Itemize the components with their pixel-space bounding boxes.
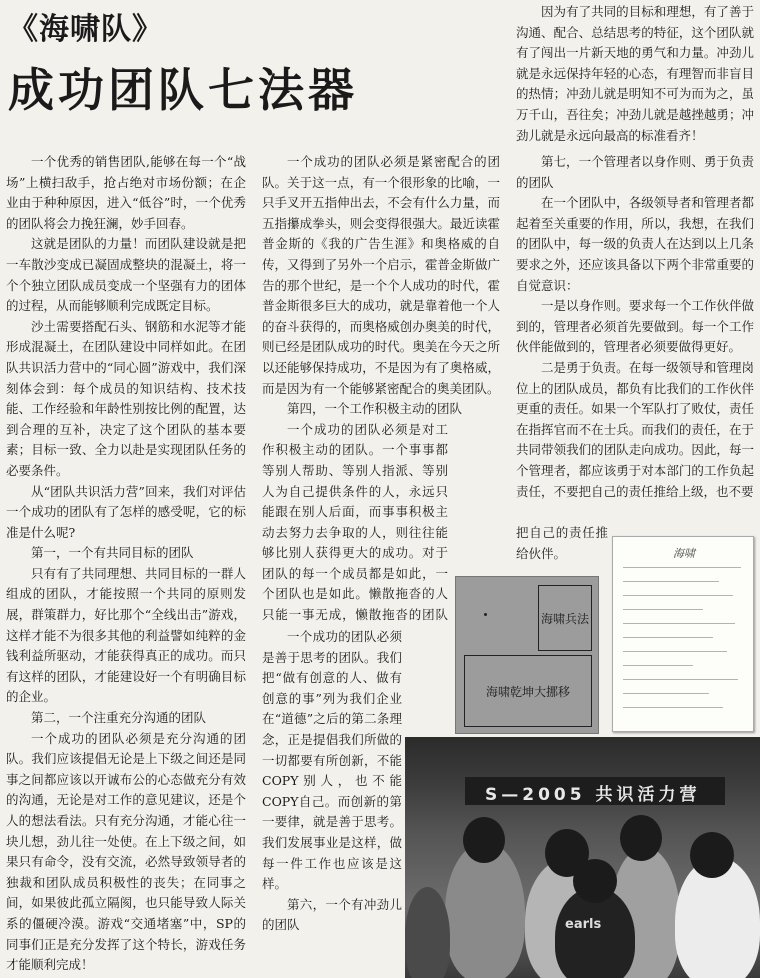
headline: 成功团队七法器 bbox=[8, 63, 358, 117]
note-line bbox=[623, 623, 735, 624]
diagram-box-small: 海啸兵法 bbox=[538, 585, 592, 651]
note-line bbox=[623, 665, 693, 666]
section-heading: 第二，一个注重充分沟通的团队 bbox=[31, 710, 207, 726]
person-figure bbox=[405, 887, 450, 978]
column-3-top bbox=[516, 2, 754, 152]
paragraph: 一个优秀的销售团队,能够在每一个“战场”上横扫敌手，抢占绝对市场份额；在企业由于种种原因，进入“低谷”时，一个优秀的团队将会力挽狂澜，妙手回春。 bbox=[6, 154, 246, 231]
handwritten-note bbox=[612, 536, 754, 732]
paragraph: 沙土需要搭配石头、钢筋和水泥等才能形成混凝土，在团队建设中同样如此。在团队共识活力营中的“同心圆”游戏中，我们深刻体会到：每个成员的知识结构、技术技能、工作经验和年龄性别按比例的配置，达到合理的互补，决定了这个团队的基本要素；目标一致、全力以赴是实现团队任务的必要条件。 bbox=[6, 318, 246, 478]
column-2 bbox=[262, 152, 500, 627]
section-heading: 第六，一个有冲劲儿的团队 bbox=[262, 896, 402, 933]
photo-banner-text: S—2005 共识活力营 bbox=[485, 785, 701, 805]
section-heading: 第一，一个有共同目标的团队 bbox=[31, 545, 194, 561]
note-line bbox=[623, 609, 703, 610]
paragraph: 一是以身作则。要求每一个工作伙伴做到的，管理者必须首先要做到。每一个工作伙伴能做到的，管理者必须要做得更好。 bbox=[516, 298, 754, 355]
paragraph: 一个成功的团队必须是善于思考的团队。我们把“做有创意的人、做有创意的事”列为我们企业在“道德”之后的第二条理念，正是提倡我们所做的一切都要有所创新，不能COPY别人，也不能COPY自己。而创新的第一要律，就是善于思考。我们发展事业是这样，做每一件工作也应该是这样。 bbox=[262, 629, 402, 892]
paragraph: 一个成功的团队必须是紧密配合的团队。关于这一点，有一个很形象的比喻，一只手叉开五指伸出去，不会有什么力量，而五指攥成拳头，则会变得很强大。最近读霍普金斯的《我的广告生涯》和奥格威的自传，又得到了另外一个启示，霍普金斯做广告的那个世纪，是一个个人成功的时代，霍普金斯很多巨大的成功，就是靠着他一个人的奋斗获得的，而奥格威创办奥美的时代，则已经是团队成功的时代。奥美在今天之所以还能够保持成功，不是因为有了奥格威，而是因为有一个能够紧密配合的奥美团队。 bbox=[262, 154, 500, 396]
paragraph: 二是勇于负责。在每一级领导和管理岗位上的团队成员，都负有比我们的工作伙伴更重的责任。如果一个军队打了败仗，责任在指挥官而不在士兵。而我们的责任，在于共同带领我们的团队走向成功。因此，每一个管理者，都应该勇于对本部门的工作负起责任，不要把自己的责任推给上级，也不要 bbox=[516, 359, 754, 499]
strategy-diagram bbox=[455, 576, 599, 734]
shirt-print: earls bbox=[565, 917, 602, 932]
diagram-dot bbox=[484, 613, 487, 616]
column-3-tail: 把自己的责任推给伙伴。 bbox=[516, 525, 608, 561]
paragraph: 因为有了共同的目标和理想，有了善于沟通、配合、总结思考的特征，这个团队就有了闯出一片新天地的勇气和力量。冲劲儿就是永远保持年轻的心态，有理智而非盲目的热情；冲劲儿就是明知不可为而为之，虽万千山，吾往矣；冲劲儿就是越挫越勇；冲劲儿就是永远向最高的标准看齐！ bbox=[516, 4, 754, 143]
note-line bbox=[623, 651, 727, 652]
person-head bbox=[620, 815, 662, 861]
paragraph: 只有有了共同理想、共同目标的一群人组成的团队，才能按照一个共同的原则发展，群策群力，好比那个“全线出击”游戏，这样才能不为很多其他的利益譬如纯粹的金钱利益所驱动，才能获得真正的成功。而只有这样的团队，才能建设好一个有明确目标的企业。 bbox=[6, 565, 246, 705]
paragraph: 一个成功的团队必须是充分沟通的团队。我们应该提倡无论是上下级之间还是同事之间都应该以开诚布公的心态做充分有效的沟通，无论是对工作的意见建议，还是个人的想法看法。只有充分沟通，才能心往一块儿想，劲儿往一处使。在上下级之间，如果只有命令，没有交流，必然导致领导者的独裁和团队成员积极性的丧失；在同事之间，如果彼此孤立隔阂，也只能导致人际关系的僵硬冷漠。游戏“交通堵塞”中，SP的同事们正是充分发挥了这个特长，游戏任务才能顺利完成！ bbox=[6, 730, 246, 973]
note-line bbox=[623, 693, 709, 694]
note-title: 海啸 bbox=[673, 547, 695, 560]
paragraph: 一个成功的团队必须是对工作积极主动的团队。一个事事都等别人帮助、等别人指派、等别人为自己提供条件的人，永远只能跟在别人后面，而事事积极主动去努力去争取的人，则往往能够比别人获得更大的成功。对于团队的每一个成员都是如此，一个团队也是如此。懒散拖沓的人只能一事无成，懒散拖沓的团队 bbox=[262, 421, 448, 623]
paragraph: 从“团队共识活力营”回来，我们对评估一个成功的团队有了怎样的感受呢，它的标准是什么呢? bbox=[6, 483, 246, 540]
note-line bbox=[623, 567, 741, 568]
note-line bbox=[623, 707, 723, 708]
team-photo bbox=[405, 737, 760, 978]
note-line bbox=[623, 679, 738, 680]
person-head bbox=[573, 859, 617, 903]
section-heading: 第七，一个管理者以身作则、勇于负责的团队 bbox=[516, 154, 754, 190]
column-3 bbox=[516, 152, 754, 524]
paragraph: 这就是团队的力量！而团队建设就是把一车散沙变成已凝固成整块的混凝土，将一个个独立团队成员变成一个坚强有力的团体的过程，从而能够顺利完成既定目标。 bbox=[6, 236, 246, 314]
note-line bbox=[623, 581, 719, 582]
note-line bbox=[623, 637, 713, 638]
column-1 bbox=[6, 152, 246, 978]
column-2-narrow bbox=[262, 627, 402, 978]
diagram-box-big: 海啸乾坤大挪移 bbox=[464, 655, 592, 727]
note-line bbox=[623, 595, 733, 596]
paragraph: 在一个团队中，各级领导者和管理者都起着至关重要的作用，所以，我想，在我们的团队中，每一级的负责人在达到以上几条要求之外，还应该具备以下两个非常重要的自觉意识： bbox=[516, 195, 754, 293]
kicker-title: 《海啸队》 bbox=[8, 12, 163, 47]
photo-banner bbox=[465, 777, 725, 805]
section-heading: 第四，一个工作积极主动的团队 bbox=[287, 401, 463, 417]
person-head bbox=[463, 817, 505, 863]
person-head bbox=[690, 832, 734, 878]
